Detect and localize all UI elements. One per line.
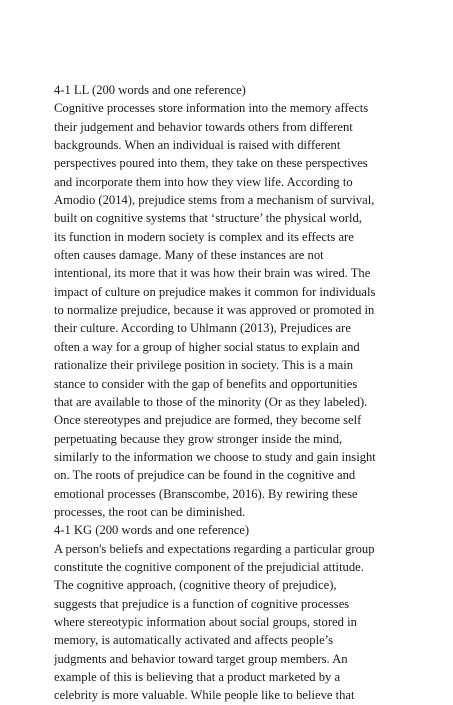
section-heading-ll: 4-1 LL (200 words and one reference): [54, 83, 246, 97]
text-line: memory, is automatically activated and affects people’s: [54, 633, 334, 648]
text-line: judgments and behavior toward target group members. An: [54, 651, 348, 666]
section-heading-kg: 4-1 KG (200 words and one reference): [54, 523, 250, 538]
text-line: Cognitive processes store information into the memory affects: [54, 101, 369, 116]
text-line: example of this is believing that a product marketed by a: [54, 670, 341, 684]
text-line: suggests that prejudice is a function of cognitive processes: [54, 596, 350, 611]
text-line: stance to consider with the gap of benefits and opportunities: [54, 376, 358, 391]
text-line: on. The roots of prejudice can be found in the cognitive and: [54, 468, 356, 483]
text-line: built on cognitive systems that ‘structure’ the physical world,: [54, 211, 362, 226]
text-line: The cognitive approach, (cognitive theory of prejudice),: [54, 578, 337, 593]
text-line: celebrity is more valuable. While people like to believe that: [54, 688, 355, 703]
text-line: often causes damage. Many of these instances are not: [54, 248, 324, 263]
text-line: its function in modern society is complex and its effects are: [54, 229, 354, 244]
text-line: and incorporate them into how they view life. According to: [54, 174, 353, 189]
text-line: processes, the root can be diminished.: [54, 504, 246, 519]
text-line: that are available to those of the minority (Or as they labeled).: [54, 394, 368, 409]
text-line: to normalize prejudice, because it was approved or promoted in: [54, 303, 375, 318]
text-line: perpetuating because they grow stronger inside the mind,: [54, 431, 343, 446]
text-line: their culture. According to Uhlmann (2013), Prejudices are: [54, 321, 351, 336]
text-line: perspectives poured into them, they take on these perspectives: [54, 156, 368, 171]
document-body: [54, 81, 446, 705]
text-line: where stereotypic information about social groups, stored in: [54, 614, 357, 629]
text-line: rationalize their privilege position in society. This is a main: [54, 358, 354, 373]
text-line: emotional processes (Branscombe, 2016). By rewiring these: [54, 486, 358, 501]
text-line: backgrounds. When an individual is raised with different: [54, 138, 341, 153]
text-line: their judgement and behavior towards others from different: [54, 119, 353, 134]
text-line: constitute the cognitive component of the prejudicial attitude.: [54, 559, 364, 574]
text-line: often a way for a group of higher social status to explain and: [54, 339, 360, 354]
text-line: intentional, its more that it was how their brain was wired. The: [54, 266, 371, 281]
text-line: similarly to the information we choose to study and gain insight: [54, 449, 376, 464]
text-line: Amodio (2014), prejudice stems from a mechanism of survival,: [54, 193, 375, 208]
text-line: A person's beliefs and expectations regarding a particular group: [54, 541, 375, 556]
text-line: Once stereotypes and prejudice are formed, they become self: [54, 413, 362, 428]
text-line: impact of culture on prejudice makes it common for individuals: [54, 284, 376, 299]
